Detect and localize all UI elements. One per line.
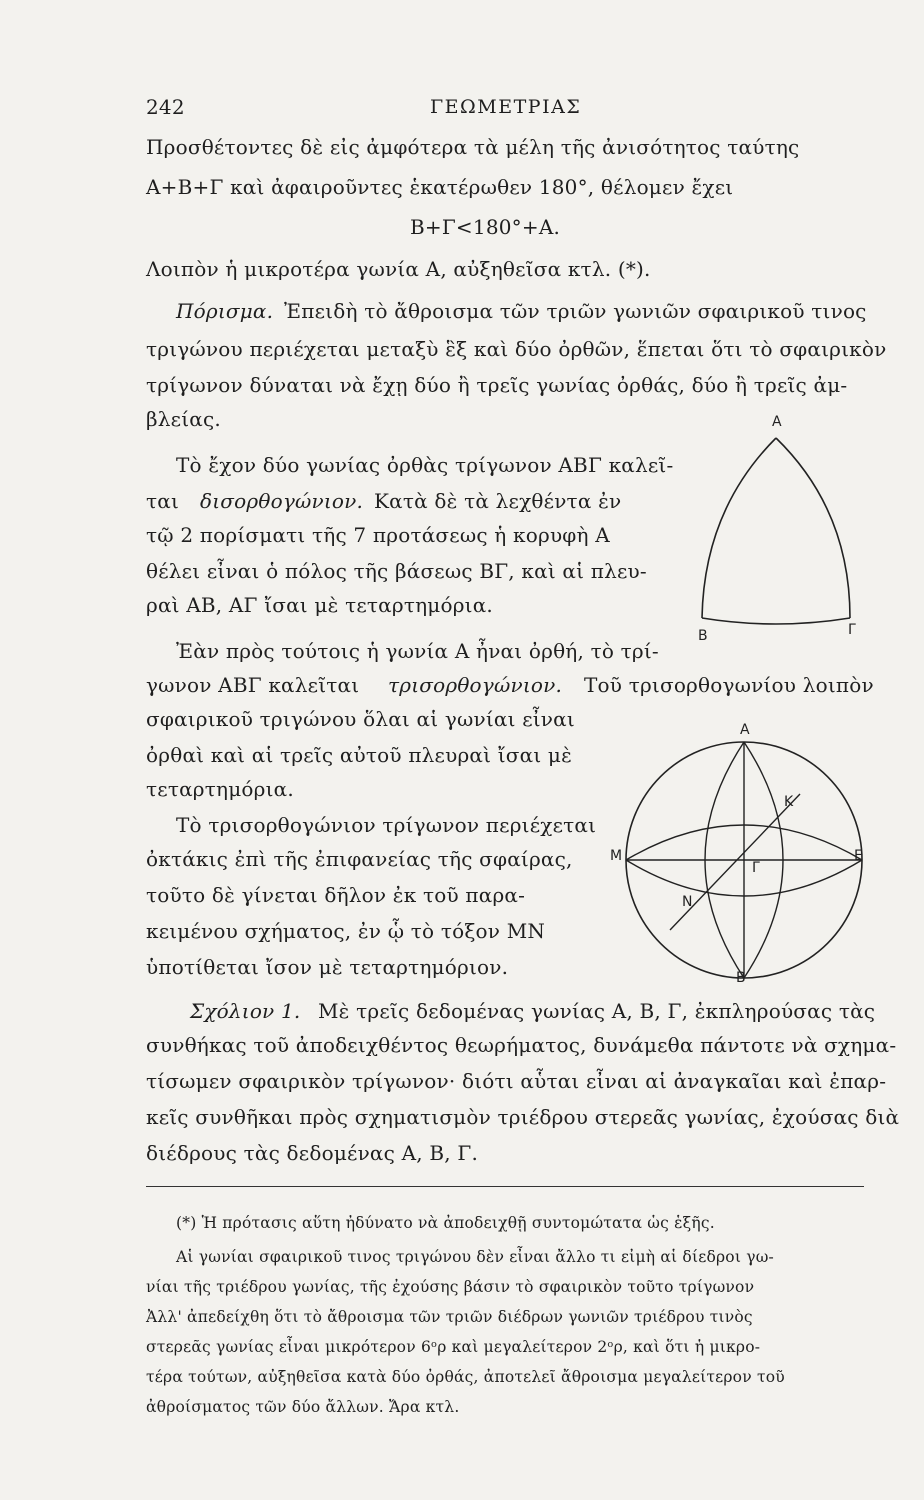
label-A: Α [772, 414, 782, 430]
arc-BG [702, 618, 850, 624]
footnote-line: (*) Ἡ πρότασις αὕτη ἠδύνατο νὰ ἀποδειχθῇ συντομώτατα ὡς ἑξῆς. [176, 1214, 715, 1232]
term-trisorthogonion: τρισορθογώνιον. [388, 673, 563, 697]
footnote-line: Ἀλλ' ἀπεδείχθη ὅτι τὸ ἄθροισμα τῶν τριῶν διέδρων γωνιῶν τριέδρου τινὸς [146, 1308, 753, 1326]
text-line: διέδρους τὰς δεδομένας Α, Β, Γ. [146, 1141, 479, 1165]
label-K: Κ [784, 794, 794, 810]
text-line: τριγώνου περιέχεται μεταξὺ ἓξ καὶ δύο ὀρθῶν, ἕπεται ὅτι τὸ σφαιρικὸν [146, 337, 887, 361]
page-number: 242 [146, 95, 185, 119]
text-line: συνθήκας τοῦ ἀποδειχθέντος θεωρήματος, δυνάμεθα πάντοτε νὰ σχημα- [146, 1033, 897, 1057]
figure-birectangular-triangle [690, 410, 870, 650]
label-M: Μ [610, 848, 623, 864]
text-line: Λοιπὸν ἡ μικροτέρα γωνία Α, αὐξηθεῖσα κτλ. (*). [146, 257, 651, 281]
footnote-line: νίαι τῆς τριέδρου γωνίας, τῆς ἐχούσης βάσιν τὸ σφαιρικὸν τοῦτο τρίγωνον [146, 1278, 755, 1296]
scholion-label: Σχόλιον 1. [190, 999, 301, 1023]
footnote-line: ἀθροίσματος τῶν δύο ἄλλων. Ἄρα κτλ. [146, 1398, 460, 1416]
text-line: ται [146, 489, 180, 513]
label-A: Α [740, 722, 750, 738]
text-line: βλείας. [146, 407, 221, 431]
label-G: Γ [752, 860, 760, 876]
text-line: Κατὰ δὲ τὰ λεχθέντα ἐν [374, 489, 622, 513]
text-line: Τοῦ τρισορθογωνίου λοιπὸν [584, 673, 874, 697]
text-line: Τὸ ἔχον δύο γωνίας ὀρθὰς τρίγωνον ΑΒΓ καλεῖ- [176, 453, 674, 477]
label-G: Γ [848, 622, 856, 638]
text-line: Προσθέτοντες δὲ εἰς ἀμφότερα τὰ μέλη τῆς ἀνισότητος ταύτης [146, 135, 800, 159]
term-disorthogonion: δισορθογώνιον. [200, 489, 364, 513]
label-B: Β [736, 970, 746, 986]
footnote-line: τέρα τούτων, αὐξηθεῖσα κατὰ δύο ὀρθάς, ἀποτελεῖ ἄθροισμα μεγαλείτερον τοῦ [146, 1368, 785, 1386]
text-line: γωνον ΑΒΓ καλεῖται [146, 673, 360, 697]
text-line: ὀρθαὶ καὶ αἱ τρεῖς αὐτοῦ πλευραὶ ἴσαι μὲ [146, 743, 573, 767]
text-line: τῷ 2 πορίσματι τῆς 7 προτάσεως ἡ κορυφὴ Α [146, 523, 610, 547]
porisma-label: Πόρισμα. [176, 299, 274, 323]
text-line: ὑποτίθεται ἴσον μὲ τεταρτημόριον. [146, 955, 509, 979]
figure-sphere-octants [600, 720, 870, 990]
text-line: τίσωμεν σφαιρικὸν τρίγωνον· διότι αὗται εἶναι αἱ ἀναγκαῖαι καὶ ἐπαρ- [146, 1069, 887, 1093]
text-line: θέλει εἶναι ὁ πόλος τῆς βάσεως ΒΓ, καὶ αἱ πλευ- [146, 559, 647, 583]
label-B: Β [698, 628, 708, 644]
arc-AB [702, 438, 776, 618]
text-line: Α+Β+Γ καὶ ἀφαιροῦντες ἑκατέρωθεν 180°, θέλομεν ἔχει [146, 175, 734, 199]
text-line: τρίγωνον δύναται νὰ ἔχῃ δύο ἢ τρεῖς γωνίας ὀρθάς, δύο ἢ τρεῖς ἀμ- [146, 373, 848, 397]
text-line: Ἐὰν πρὸς τούτοις ἡ γωνία Α ἦναι ὀρθή, τὸ τρί- [176, 639, 659, 663]
text-line: κεῖς συνθῆκαι πρὸς σχηματισμὸν τριέδρου στερεᾶς γωνίας, ἐχούσας διὰ [146, 1105, 900, 1129]
text-line: Τὸ τρισορθογώνιον τρίγωνον περιέχεται [176, 813, 597, 837]
text-line: τεταρτημόρια. [146, 777, 294, 801]
text-line: ραὶ ΑΒ, ΑΓ ἴσαι μὲ τεταρτημόρια. [146, 593, 493, 617]
text-line: Ἐπειδὴ τὸ ἄθροισμα τῶν τριῶν γωνιῶν σφαιρικοῦ τινος [284, 299, 867, 323]
label-E: Ε [854, 848, 863, 864]
text-line: τοῦτο δὲ γίνεται δῆλον ἐκ τοῦ παρα- [146, 883, 526, 907]
text-line: ὀκτάκις ἐπὶ τῆς ἐπιφανείας τῆς σφαίρας, [146, 847, 573, 871]
running-title: ΓΕΩΜΕΤΡΙΑΣ [430, 96, 582, 118]
formula-line: Β+Γ<180°+Α. [410, 215, 561, 239]
footnote-line: στερεᾶς γωνίας εἶναι μικρότερον 6ᵒρ καὶ μεγαλείτερον 2ᵒρ, καὶ ὅτι ἡ μικρο- [146, 1338, 761, 1356]
footnote-line: Αἱ γωνίαι σφαιρικοῦ τινος τριγώνου δὲν εἶναι ἄλλο τι εἰμὴ αἱ δίεδροι γω- [176, 1248, 774, 1266]
text-line: Μὲ τρεῖς δεδομένας γωνίας Α, Β, Γ, ἐκπληρούσας τὰς [318, 999, 876, 1023]
text-line: κειμένου σχήματος, ἐν ᾧ τὸ τόξον ΜΝ [146, 919, 546, 943]
footnote-divider [146, 1186, 864, 1187]
label-N: Ν [682, 894, 693, 910]
text-line: σφαιρικοῦ τριγώνου ὅλαι αἱ γωνίαι εἶναι [146, 707, 575, 731]
arc-AG [776, 438, 850, 618]
